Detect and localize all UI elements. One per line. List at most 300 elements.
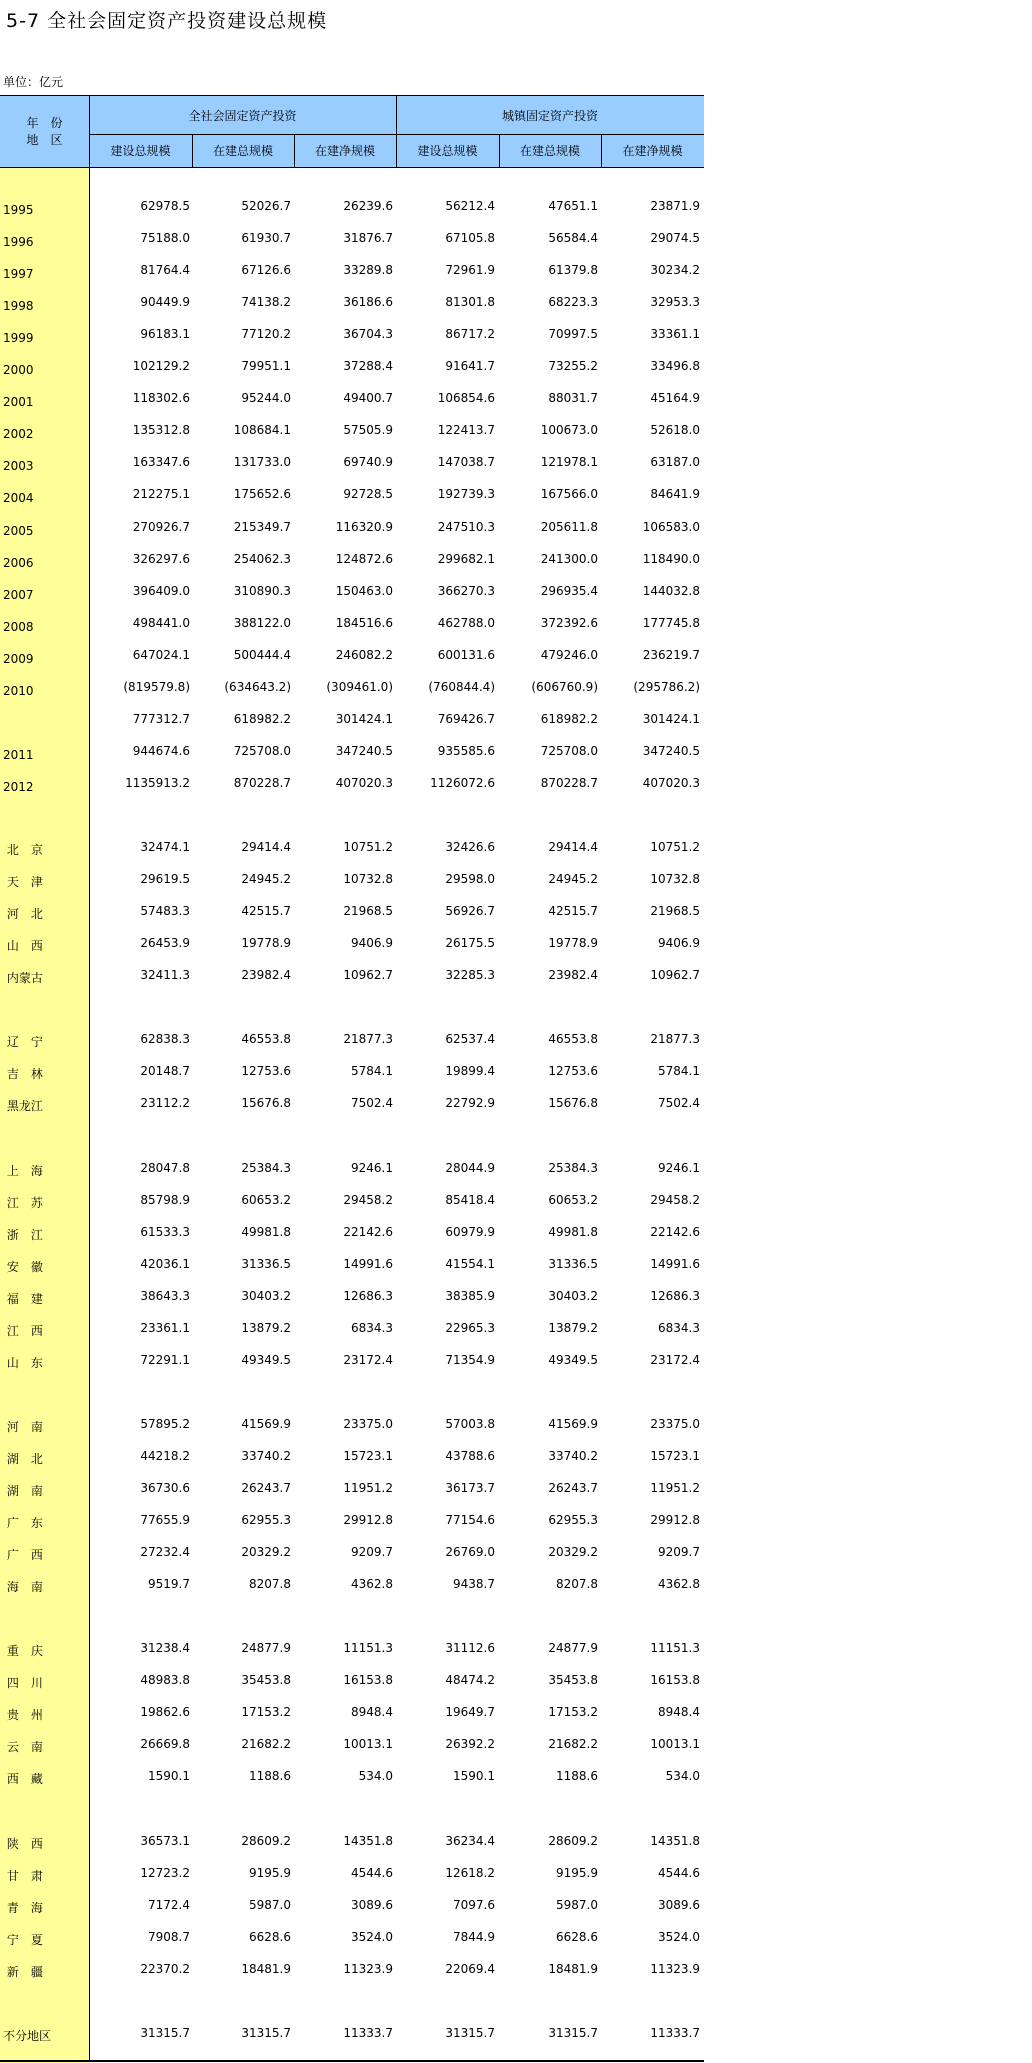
cell-value: 31315.7 — [548, 2026, 598, 2040]
cell-value: 935585.6 — [437, 744, 495, 758]
cell-value: 301424.1 — [642, 712, 700, 726]
cell-value: 26243.7 — [548, 1481, 598, 1495]
cell-value: 254062.3 — [233, 552, 291, 566]
row-label: 安 徽 — [3, 1260, 43, 1274]
cell-value: 5784.1 — [658, 1064, 700, 1078]
rule-group-divider — [396, 96, 397, 167]
row-label: 2010 — [3, 684, 34, 698]
cell-value: 11151.3 — [343, 1641, 393, 1655]
cell-value: 8948.4 — [658, 1705, 700, 1719]
row-label: 2008 — [3, 620, 34, 634]
cell-value: 20148.7 — [140, 1064, 190, 1078]
cell-value: (760844.4) — [428, 680, 495, 694]
row-label: 1997 — [3, 267, 34, 281]
cell-value: 215349.7 — [233, 520, 291, 534]
cell-value: 86717.2 — [445, 327, 495, 341]
row-label: 贵 州 — [3, 1708, 43, 1722]
cell-value: 84641.9 — [650, 487, 700, 501]
col-header-3: 在建净规模 — [314, 144, 375, 158]
table-row — [0, 765, 704, 797]
cell-value — [90, 1983, 190, 2015]
cell-value: 299682.1 — [437, 552, 495, 566]
cell-value: 21682.2 — [548, 1737, 598, 1751]
cell-value: 11323.9 — [343, 1962, 393, 1976]
cell-value: 21877.3 — [343, 1032, 393, 1046]
cell-value: 81301.8 — [445, 295, 495, 309]
table-row — [0, 1310, 704, 1342]
cell-value: 36234.4 — [445, 1834, 495, 1848]
cell-value: 21877.3 — [650, 1032, 700, 1046]
cell-value — [293, 1117, 393, 1149]
cell-value: 10962.7 — [343, 968, 393, 982]
cell-value: 31315.7 — [241, 2026, 291, 2040]
col-header-6: 在建净规模 — [622, 144, 683, 158]
cell-value: 23982.4 — [548, 968, 598, 982]
cell-value: 108684.1 — [233, 423, 291, 437]
cell-value: 247510.3 — [437, 520, 495, 534]
cell-value — [600, 1598, 700, 1630]
cell-value: 96183.1 — [140, 327, 190, 341]
cell-value: 75188.0 — [140, 231, 190, 245]
cell-value: 3524.0 — [658, 1930, 700, 1944]
cell-value: 7908.7 — [148, 1930, 190, 1944]
cell-value: 33361.1 — [650, 327, 700, 341]
cell-value: 9209.7 — [658, 1545, 700, 1559]
cell-value — [600, 1117, 700, 1149]
cell-value: 270926.7 — [132, 520, 190, 534]
cell-value: 18481.9 — [548, 1962, 598, 1976]
cell-value: 163347.6 — [132, 455, 190, 469]
cell-value: 9406.9 — [351, 936, 393, 950]
row-label: 四 川 — [3, 1676, 43, 1690]
table-row — [0, 1342, 704, 1374]
cell-value — [293, 797, 393, 829]
cell-value: 20329.2 — [241, 1545, 291, 1559]
cell-value: 33740.2 — [241, 1449, 291, 1463]
cell-value — [600, 989, 700, 1021]
row-label: 内蒙古 — [3, 971, 43, 985]
cell-value — [191, 1790, 291, 1822]
cell-value: 25384.3 — [548, 1161, 598, 1175]
table-row — [0, 284, 704, 316]
cell-value — [90, 1598, 190, 1630]
table-row — [0, 252, 704, 284]
cell-value: 26239.6 — [343, 199, 393, 213]
cell-value: 35453.8 — [548, 1673, 598, 1687]
cell-value: 33289.8 — [343, 263, 393, 277]
cell-value: 19649.7 — [445, 1705, 495, 1719]
cell-value: 10732.8 — [343, 872, 393, 886]
table-row — [0, 701, 704, 733]
cell-value: 7097.6 — [453, 1898, 495, 1912]
cell-value: 57003.8 — [445, 1417, 495, 1431]
row-label: 海 南 — [3, 1580, 43, 1594]
cell-value: 25384.3 — [241, 1161, 291, 1175]
cell-value: 37288.4 — [343, 359, 393, 373]
cell-value: 12753.6 — [241, 1064, 291, 1078]
table-row — [0, 2015, 704, 2047]
cell-value: 29414.4 — [241, 840, 291, 854]
cell-value: 67126.6 — [241, 263, 291, 277]
cell-value: 71354.9 — [445, 1353, 495, 1367]
row-label: 河 南 — [3, 1420, 43, 1434]
cell-value: 870228.7 — [540, 776, 598, 790]
table-row — [0, 1983, 704, 2015]
cell-value: 116320.9 — [335, 520, 393, 534]
cell-value: 23361.1 — [140, 1321, 190, 1335]
table-row — [0, 861, 704, 893]
table-row — [0, 509, 704, 541]
cell-value: 35453.8 — [241, 1673, 291, 1687]
cell-value: 12618.2 — [445, 1866, 495, 1880]
row-label: 2000 — [3, 363, 34, 377]
col-header-2: 在建总规模 — [212, 144, 273, 158]
cell-value: 56212.4 — [445, 199, 495, 213]
cell-value: 57505.9 — [343, 423, 393, 437]
cell-value — [293, 1790, 393, 1822]
row-label: 2012 — [3, 780, 34, 794]
cell-value: 122413.7 — [437, 423, 495, 437]
cell-value: 22965.3 — [445, 1321, 495, 1335]
cell-value: 23982.4 — [241, 968, 291, 982]
cell-value: 31315.7 — [140, 2026, 190, 2040]
cell-value: 9406.9 — [658, 936, 700, 950]
row-label: 北 京 — [3, 843, 43, 857]
cell-value: 30403.2 — [548, 1289, 598, 1303]
cell-value: 12723.2 — [140, 1866, 190, 1880]
cell-value — [498, 1374, 598, 1406]
cell-value: 15723.1 — [343, 1449, 393, 1463]
cell-value: 23871.9 — [650, 199, 700, 213]
cell-value: 8207.8 — [249, 1577, 291, 1591]
cell-value: 184516.6 — [335, 616, 393, 630]
cell-value: 30234.2 — [650, 263, 700, 277]
row-label: 重 庆 — [3, 1644, 43, 1658]
cell-value — [498, 1598, 598, 1630]
row-label: 2006 — [3, 556, 34, 570]
cell-value: 121978.1 — [540, 455, 598, 469]
cell-value: 600131.6 — [437, 648, 495, 662]
cell-value: 3089.6 — [658, 1898, 700, 1912]
cell-value — [395, 1598, 495, 1630]
cell-value — [498, 797, 598, 829]
cell-value: 47651.1 — [548, 199, 598, 213]
cell-value: 41569.9 — [241, 1417, 291, 1431]
cell-value: 106854.6 — [437, 391, 495, 405]
cell-value: 14991.6 — [650, 1257, 700, 1271]
cell-value: 147038.7 — [437, 455, 495, 469]
cell-value — [90, 1790, 190, 1822]
table-row — [0, 1951, 704, 1983]
cell-value: 31238.4 — [140, 1641, 190, 1655]
row-label: 广 西 — [3, 1548, 43, 1562]
stub-header-region: 地 区 — [26, 132, 63, 147]
cell-value: 3524.0 — [351, 1930, 393, 1944]
row-label: 山 西 — [3, 939, 43, 953]
cell-value: 10732.8 — [650, 872, 700, 886]
cell-value: 30403.2 — [241, 1289, 291, 1303]
cell-value: 29458.2 — [343, 1193, 393, 1207]
cell-value: 48983.8 — [140, 1673, 190, 1687]
cell-value — [191, 797, 291, 829]
cell-value: 534.0 — [358, 1769, 393, 1783]
cell-value: 46553.8 — [548, 1032, 598, 1046]
cell-value: 106583.0 — [642, 520, 700, 534]
cell-value — [395, 797, 495, 829]
cell-value: 41569.9 — [548, 1417, 598, 1431]
cell-value: 31315.7 — [445, 2026, 495, 2040]
cell-value — [600, 1983, 700, 2015]
cell-value: 29414.4 — [548, 840, 598, 854]
cell-value: 52618.0 — [650, 423, 700, 437]
cell-value: 5987.0 — [556, 1898, 598, 1912]
table-row — [0, 1598, 704, 1630]
table-row — [0, 1053, 704, 1085]
cell-value: 725708.0 — [233, 744, 291, 758]
row-label: 2007 — [3, 588, 34, 602]
cell-value: 26243.7 — [241, 1481, 291, 1495]
cell-value: 60653.2 — [548, 1193, 598, 1207]
table-row — [0, 637, 704, 669]
cell-value: 72291.1 — [140, 1353, 190, 1367]
cell-value: 326297.6 — [132, 552, 190, 566]
cell-value: 29458.2 — [650, 1193, 700, 1207]
cell-value: (819579.8) — [123, 680, 190, 694]
cell-value: 26453.9 — [140, 936, 190, 950]
cell-value: 33740.2 — [548, 1449, 598, 1463]
row-label: 2009 — [3, 652, 34, 666]
cell-value — [293, 1598, 393, 1630]
cell-value: 21968.5 — [650, 904, 700, 918]
row-label: 西 藏 — [3, 1772, 43, 1786]
cell-value: 21682.2 — [241, 1737, 291, 1751]
stub-header-year: 年 份 — [26, 115, 63, 130]
cell-value: 81764.4 — [140, 263, 190, 277]
table-row — [0, 1566, 704, 1598]
cell-value: 63187.0 — [650, 455, 700, 469]
cell-value: 70997.5 — [548, 327, 598, 341]
cell-value: 23375.0 — [343, 1417, 393, 1431]
row-label: 吉 林 — [3, 1067, 43, 1081]
cell-value: 301424.1 — [335, 712, 393, 726]
cell-value: 10962.7 — [650, 968, 700, 982]
cell-value: 4362.8 — [658, 1577, 700, 1591]
cell-value: 62955.3 — [241, 1513, 291, 1527]
table-row — [0, 1726, 704, 1758]
cell-value: 4544.6 — [351, 1866, 393, 1880]
table-row — [0, 1855, 704, 1887]
cell-value: 36186.6 — [343, 295, 393, 309]
cell-value: 246082.2 — [335, 648, 393, 662]
cell-value: 22792.9 — [445, 1096, 495, 1110]
cell-value: (606760.9) — [531, 680, 598, 694]
cell-value: 26175.5 — [445, 936, 495, 950]
cell-value: 372392.6 — [540, 616, 598, 630]
cell-value: 29598.0 — [445, 872, 495, 886]
table-row — [0, 1182, 704, 1214]
page-title: 5-7 全社会固定资产投资建设总规模 — [6, 10, 328, 32]
table-row — [0, 1694, 704, 1726]
cell-value — [395, 1790, 495, 1822]
cell-value: 22069.4 — [445, 1962, 495, 1976]
cell-value: 68223.3 — [548, 295, 598, 309]
cell-value: 57895.2 — [140, 1417, 190, 1431]
table-row — [0, 605, 704, 637]
cell-value: 1590.1 — [148, 1769, 190, 1783]
cell-value: 62838.3 — [140, 1032, 190, 1046]
cell-value: 74138.2 — [241, 295, 291, 309]
row-label: 湖 南 — [3, 1484, 43, 1498]
cell-value: 60653.2 — [241, 1193, 291, 1207]
cell-value: 9246.1 — [658, 1161, 700, 1175]
cell-value: 175652.6 — [233, 487, 291, 501]
row-label: 黑龙江 — [3, 1099, 43, 1113]
cell-value: 205611.8 — [540, 520, 598, 534]
table-row — [0, 733, 704, 765]
row-label: 2011 — [3, 748, 34, 762]
cell-value: 27232.4 — [140, 1545, 190, 1559]
table-row — [0, 412, 704, 444]
cell-value: 396409.0 — [132, 584, 190, 598]
cell-value: 16153.8 — [650, 1673, 700, 1687]
cell-value: 85798.9 — [140, 1193, 190, 1207]
cell-value: 347240.5 — [335, 744, 393, 758]
cell-value: 18481.9 — [241, 1962, 291, 1976]
cell-value — [395, 1374, 495, 1406]
cell-value: 5987.0 — [249, 1898, 291, 1912]
cell-value: 57483.3 — [140, 904, 190, 918]
cell-value: 7172.4 — [148, 1898, 190, 1912]
cell-value: 49400.7 — [343, 391, 393, 405]
cell-value: 31336.5 — [548, 1257, 598, 1271]
cell-value: 28609.2 — [241, 1834, 291, 1848]
rule-col-divider — [601, 134, 602, 167]
cell-value: 49981.8 — [548, 1225, 598, 1239]
cell-value: 11951.2 — [650, 1481, 700, 1495]
cell-value: 67105.8 — [445, 231, 495, 245]
row-label: 1996 — [3, 235, 34, 249]
cell-value: 38385.9 — [445, 1289, 495, 1303]
cell-value: 45164.9 — [650, 391, 700, 405]
row-label: 福 建 — [3, 1292, 43, 1306]
cell-value: 9438.7 — [453, 1577, 495, 1591]
rule-header-bottom — [0, 167, 704, 168]
col-header-4: 建设总规模 — [417, 144, 478, 158]
row-label: 2005 — [3, 524, 34, 538]
cell-value: 9519.7 — [148, 1577, 190, 1591]
table-row — [0, 669, 704, 701]
cell-value: 4544.6 — [658, 1866, 700, 1880]
cell-value: 7502.4 — [658, 1096, 700, 1110]
table-row — [0, 188, 704, 220]
cell-value: 92728.5 — [343, 487, 393, 501]
table-row — [0, 1919, 704, 1951]
table-row — [0, 1085, 704, 1117]
row-label: 1998 — [3, 299, 34, 313]
table-row — [0, 348, 704, 380]
cell-value: 13879.2 — [241, 1321, 291, 1335]
cell-value: 36730.6 — [140, 1481, 190, 1495]
rule-bottom — [0, 2060, 704, 2062]
cell-value: 647024.1 — [132, 648, 190, 662]
cell-value: 3089.6 — [351, 1898, 393, 1912]
cell-value: 61533.3 — [140, 1225, 190, 1239]
col-header-5: 在建总规模 — [519, 144, 580, 158]
cell-value: 90449.9 — [140, 295, 190, 309]
cell-value: 23172.4 — [650, 1353, 700, 1367]
cell-value: 10013.1 — [343, 1737, 393, 1751]
cell-value — [90, 1374, 190, 1406]
cell-value: 9195.9 — [556, 1866, 598, 1880]
cell-value: 777312.7 — [132, 712, 190, 726]
cell-value: 870228.7 — [233, 776, 291, 790]
cell-value: 73255.2 — [548, 359, 598, 373]
cell-value: 41554.1 — [445, 1257, 495, 1271]
cell-value: 49349.5 — [241, 1353, 291, 1367]
table-row — [0, 1630, 704, 1662]
cell-value: 13879.2 — [548, 1321, 598, 1335]
cell-value: 46553.8 — [241, 1032, 291, 1046]
cell-value: 15676.8 — [548, 1096, 598, 1110]
cell-value: 12686.3 — [343, 1289, 393, 1303]
cell-value: 6628.6 — [249, 1930, 291, 1944]
row-label: 天 津 — [3, 875, 43, 889]
cell-value — [191, 1598, 291, 1630]
table-row — [0, 1823, 704, 1855]
cell-value: 19778.9 — [548, 936, 598, 950]
cell-value: 29074.5 — [650, 231, 700, 245]
table-row — [0, 925, 704, 957]
row-label: 山 东 — [3, 1356, 43, 1370]
cell-value — [600, 1790, 700, 1822]
row-label: 辽 宁 — [3, 1035, 43, 1049]
cell-value: 17153.2 — [241, 1705, 291, 1719]
table-row — [0, 1887, 704, 1919]
rule-top — [0, 95, 704, 96]
cell-value: 11323.9 — [650, 1962, 700, 1976]
cell-value: 241300.0 — [540, 552, 598, 566]
cell-value: 462788.0 — [437, 616, 495, 630]
cell-value: 56926.7 — [445, 904, 495, 918]
cell-value: 10751.2 — [343, 840, 393, 854]
table-row — [0, 1117, 704, 1149]
cell-value — [191, 989, 291, 1021]
cell-value: 31336.5 — [241, 1257, 291, 1271]
cell-value: 61379.8 — [548, 263, 598, 277]
cell-value: 144032.8 — [642, 584, 700, 598]
row-label: 湖 北 — [3, 1452, 43, 1466]
cell-value: 10751.2 — [650, 840, 700, 854]
cell-value: 14351.8 — [343, 1834, 393, 1848]
table-row — [0, 1758, 704, 1790]
row-label: 陕 西 — [3, 1837, 43, 1851]
cell-value — [293, 1983, 393, 2015]
cell-value: 534.0 — [665, 1769, 700, 1783]
cell-value: 36704.3 — [343, 327, 393, 341]
cell-value: 769426.7 — [437, 712, 495, 726]
cell-value: 28044.9 — [445, 1161, 495, 1175]
cell-value: 124872.6 — [335, 552, 393, 566]
cell-value: 498441.0 — [132, 616, 190, 630]
table-row — [0, 1470, 704, 1502]
table-row — [0, 1246, 704, 1278]
cell-value: 22370.2 — [140, 1962, 190, 1976]
cell-value: 1126072.6 — [430, 776, 495, 790]
cell-value: 72961.9 — [445, 263, 495, 277]
row-label: 2004 — [3, 491, 34, 505]
cell-value: 725708.0 — [540, 744, 598, 758]
row-label: 1995 — [3, 203, 34, 217]
